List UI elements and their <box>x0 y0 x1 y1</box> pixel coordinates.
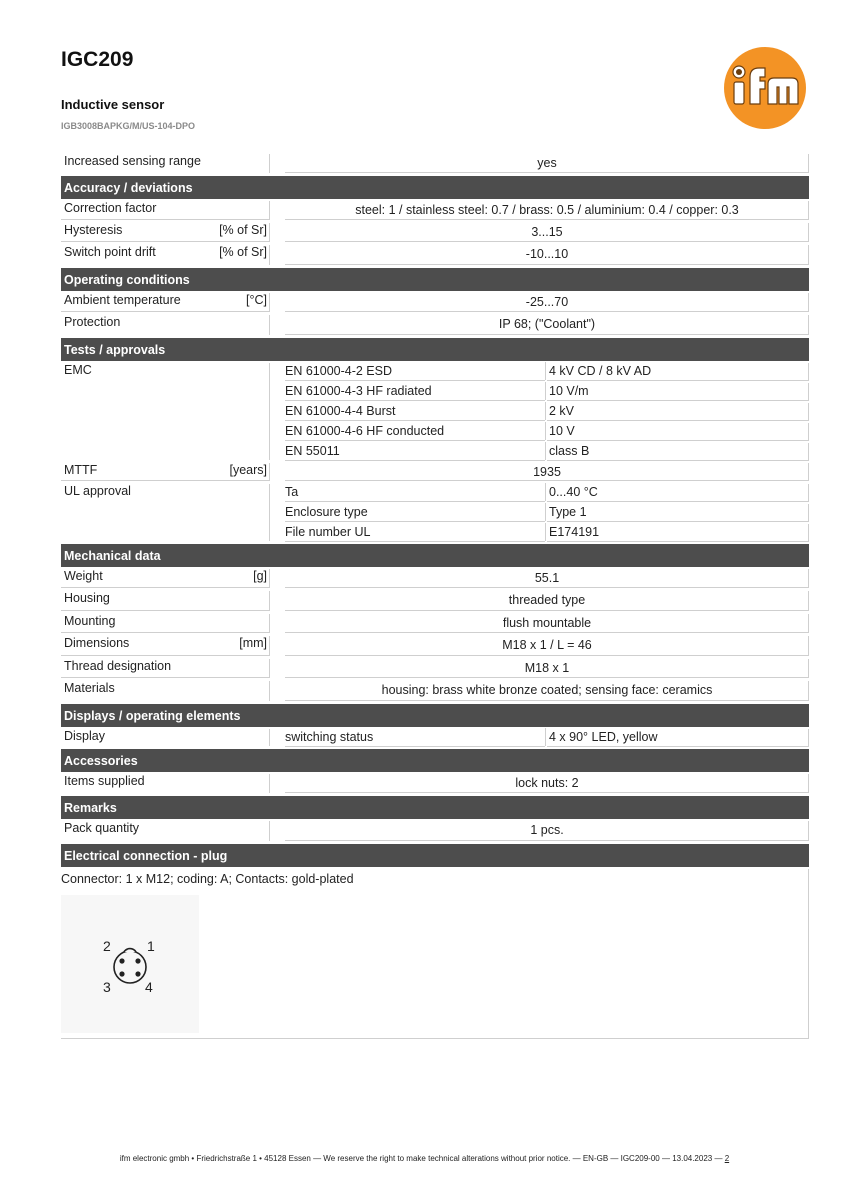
spec-name: Display <box>64 729 105 743</box>
electrical-connection-panel <box>61 867 809 1039</box>
spec-row-weight <box>61 567 809 589</box>
spec-name: Dimensions <box>64 636 130 650</box>
section-accessories: Accessories <box>61 749 809 772</box>
spec-row-protection <box>61 313 809 336</box>
spec-value: IP 68; ("Coolant") <box>285 313 809 336</box>
spec-row-ambient-temperature <box>61 291 809 313</box>
spec-value: -10...10 <box>285 243 809 266</box>
spec-value: steel: 1 / stainless steel: 0.7 / brass: 0.5 / aluminium: 0.4 / copper: 0.3 <box>285 199 809 221</box>
spec-name: UL approval <box>64 484 131 498</box>
spec-value: 1 pcs. <box>285 819 809 842</box>
spec-row-display <box>61 727 809 747</box>
ul-label: Enclosure type <box>285 502 545 522</box>
section-operating-conditions: Operating conditions <box>61 268 809 291</box>
m12-connector-pinout-diagram <box>61 895 199 1033</box>
spec-unit: [years] <box>229 463 267 477</box>
spec-row-dimensions <box>61 634 809 657</box>
emc-standard: EN 61000-4-4 Burst <box>285 401 545 421</box>
spec-value: M18 x 1 / L = 46 <box>285 634 809 657</box>
ul-label: Ta <box>285 482 545 502</box>
spec-row-items-supplied <box>61 772 809 794</box>
ul-label: File number UL <box>285 522 545 542</box>
spec-value: lock nuts: 2 <box>285 772 809 794</box>
pin-label-4: 4 <box>145 979 153 995</box>
article-code: IGB3008BAPKG/M/US-104-DPO <box>61 121 196 131</box>
spec-unit: [°C] <box>246 293 267 307</box>
section-accuracy: Accuracy / deviations <box>61 176 809 199</box>
spec-unit: [mm] <box>239 636 267 650</box>
spec-row-pack-quantity <box>61 819 809 842</box>
ul-value: 0...40 °C <box>547 482 809 502</box>
emc-value: class B <box>547 441 809 461</box>
spec-row-hysteresis <box>61 221 809 243</box>
spec-name: Hysteresis <box>64 223 123 237</box>
spec-unit: [% of Sr] <box>219 223 267 237</box>
spec-row-sensing-range <box>61 152 809 174</box>
emc-row <box>61 401 809 421</box>
spec-name: Items supplied <box>64 774 145 788</box>
emc-row <box>61 441 809 461</box>
emc-value: 10 V/m <box>547 381 809 401</box>
page-footer <box>0 1154 849 1163</box>
spec-value: -25...70 <box>285 291 809 313</box>
spec-value: 3...15 <box>285 221 809 243</box>
section-remarks: Remarks <box>61 796 809 819</box>
spec-name: Switch point drift <box>64 245 156 259</box>
emc-row <box>61 421 809 441</box>
section-electrical-connection: Electrical connection - plug <box>61 844 809 867</box>
footer-text: ifm electronic gmbh • Friedrichstraße 1 • 45128 Essen — We reserve the right to make technical alterations without prior notice. — EN-GB — IGC209-00 — 13.04.2023 — <box>119 1154 725 1163</box>
ul-value: E174191 <box>547 522 809 542</box>
spec-name: Increased sensing range <box>64 154 201 168</box>
display-label: switching status <box>285 727 545 747</box>
spec-value: M18 x 1 <box>285 657 809 679</box>
connector-description: Connector: 1 x M12; coding: A; Contacts: gold-plated <box>61 872 354 886</box>
section-displays: Displays / operating elements <box>61 704 809 727</box>
section-tests-approvals: Tests / approvals <box>61 338 809 361</box>
spec-value: yes <box>285 152 809 174</box>
product-subtitle: Inductive sensor <box>61 97 165 112</box>
spec-name: MTTF <box>64 463 98 477</box>
ul-row <box>61 502 809 522</box>
spec-name: Weight <box>64 569 103 583</box>
spec-row-correction-factor <box>61 199 809 221</box>
emc-value: 2 kV <box>547 401 809 421</box>
spec-group-emc <box>61 361 809 461</box>
spec-name: Pack quantity <box>64 821 140 835</box>
spec-name: Ambient temperature <box>64 293 181 307</box>
pin-label-3: 3 <box>103 979 111 995</box>
spec-unit: [% of Sr] <box>219 245 267 259</box>
emc-row <box>61 381 809 401</box>
spec-unit: [g] <box>253 569 267 583</box>
spec-name: Correction factor <box>64 201 157 215</box>
spec-name: Materials <box>64 681 115 695</box>
spec-value: 1935 <box>285 461 809 482</box>
emc-value: 4 kV CD / 8 kV AD <box>547 361 809 381</box>
spec-name: Housing <box>64 591 110 605</box>
spec-value: 55.1 <box>285 567 809 589</box>
spec-name: Thread designation <box>64 659 172 673</box>
section-mechanical-data: Mechanical data <box>61 544 809 567</box>
ifm-logo <box>724 47 806 129</box>
spec-row-materials <box>61 679 809 702</box>
emc-row <box>61 361 809 381</box>
display-row <box>61 727 809 747</box>
spec-row-mttf <box>61 461 809 482</box>
emc-standard: EN 61000-4-2 ESD <box>285 361 545 381</box>
spec-value: flush mountable <box>285 612 809 634</box>
emc-standard: EN 61000-4-3 HF radiated <box>285 381 545 401</box>
spec-row-housing <box>61 589 809 612</box>
spec-group-ul-approval <box>61 482 809 542</box>
ul-row <box>61 482 809 502</box>
spec-name: Protection <box>64 315 121 329</box>
emc-standard: EN 61000-4-6 HF conducted <box>285 421 545 441</box>
product-title: IGC209 <box>61 48 134 71</box>
spec-row-mounting <box>61 612 809 634</box>
ul-row <box>61 522 809 542</box>
spec-table <box>61 152 809 1039</box>
pin-label-2: 2 <box>103 938 111 954</box>
spec-value: housing: brass white bronze coated; sensing face: ceramics <box>285 679 809 702</box>
pin-label-1: 1 <box>147 938 155 954</box>
spec-row-switch-point-drift <box>61 243 809 266</box>
display-value: 4 x 90° LED, yellow <box>547 727 809 747</box>
ul-value: Type 1 <box>547 502 809 522</box>
page-number-link[interactable]: 2 <box>724 1154 730 1163</box>
spec-name: Mounting <box>64 614 116 628</box>
spec-row-thread-designation <box>61 657 809 679</box>
spec-value: threaded type <box>285 589 809 612</box>
emc-standard: EN 55011 <box>285 441 545 461</box>
emc-value: 10 V <box>547 421 809 441</box>
spec-name: EMC <box>64 363 92 377</box>
connector-pinout <box>61 895 199 1033</box>
